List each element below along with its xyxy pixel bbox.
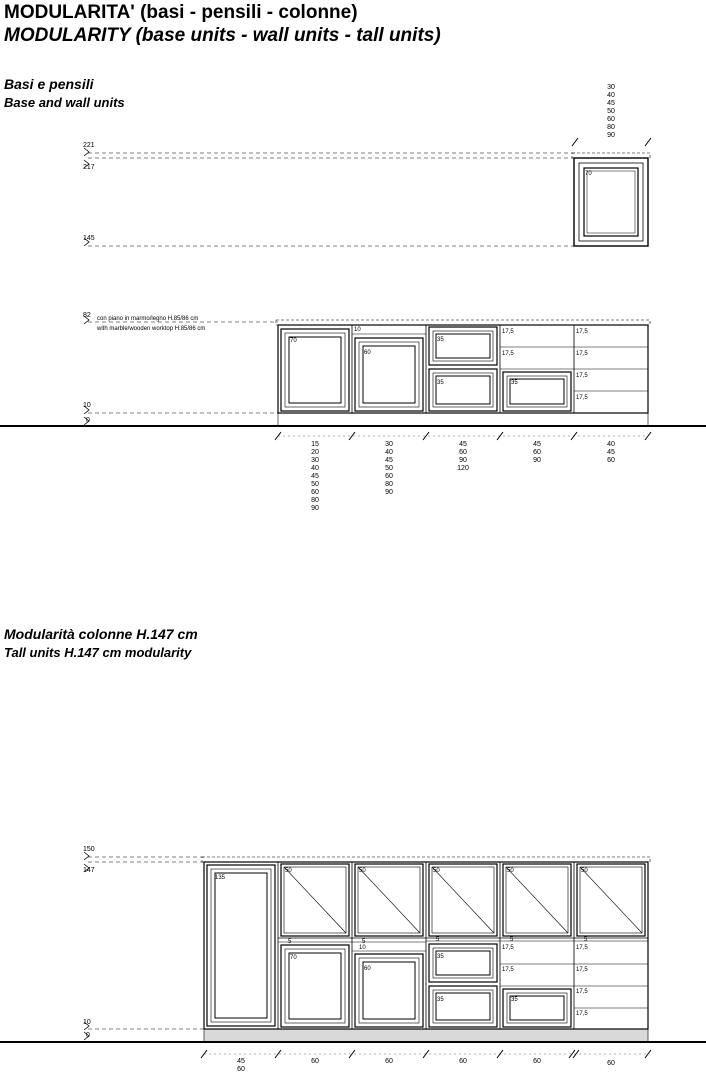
width-label: 40 bbox=[311, 465, 319, 472]
width-label: 45 bbox=[607, 449, 615, 456]
level-10: 10 bbox=[83, 402, 91, 409]
plinth bbox=[204, 1029, 648, 1042]
drawer-height: 35 bbox=[437, 337, 444, 343]
level-147: 147 bbox=[83, 867, 95, 874]
level-221: 221 bbox=[83, 142, 95, 149]
page-subtitle: MODULARITY (base units - wall units - tall units) bbox=[4, 25, 441, 46]
drawer-height: 17,5 bbox=[576, 373, 588, 379]
drawer-height: 35 bbox=[511, 380, 518, 386]
width-label: 15 bbox=[311, 441, 319, 448]
s1-level-markers bbox=[84, 148, 89, 425]
width-label: 120 bbox=[457, 465, 469, 472]
wall-width: 60 bbox=[607, 116, 615, 123]
wall-width: 50 bbox=[607, 108, 615, 115]
door-height: 70 bbox=[290, 338, 297, 344]
drawer-height: 17,5 bbox=[502, 967, 514, 973]
section2-title: Modularità colonne H.147 cm bbox=[4, 626, 198, 642]
width-label: 50 bbox=[311, 481, 319, 488]
width-label: 45 bbox=[311, 473, 319, 480]
drawer-height: 17,5 bbox=[502, 329, 514, 335]
gap-height: 5 bbox=[288, 939, 292, 945]
width-label: 30 bbox=[385, 441, 393, 448]
worktop-note-it: con piano in marmo/legno H.85/86 cm bbox=[97, 316, 199, 322]
drawer-height: 35 bbox=[437, 380, 444, 386]
drawer-height: 17,5 bbox=[576, 989, 588, 995]
drawer-height: 17,5 bbox=[576, 329, 588, 335]
wall-door-height: 70 bbox=[585, 171, 592, 177]
section1-title: Basi e pensili bbox=[4, 76, 94, 92]
glass-door-height: 50 bbox=[507, 868, 514, 874]
wall-top-ticks bbox=[572, 138, 651, 146]
page-title: MODULARITA' (basi - pensili - colonne) bbox=[4, 2, 358, 23]
drawer-height: 17,5 bbox=[576, 395, 588, 401]
level-0: 0 bbox=[86, 417, 90, 424]
section2-subtitle: Tall units H.147 cm modularity bbox=[4, 645, 192, 660]
width-label: 60 bbox=[607, 1060, 615, 1067]
gap-height: 5 bbox=[584, 937, 588, 943]
drawer-height: 17,5 bbox=[576, 351, 588, 357]
wall-width: 30 bbox=[607, 84, 615, 91]
door-height: 70 bbox=[290, 955, 297, 961]
width-label: 80 bbox=[311, 497, 319, 504]
s1-width-labels bbox=[311, 441, 615, 512]
base-units bbox=[276, 320, 650, 426]
level-82: 82 bbox=[83, 312, 91, 319]
width-label: 45 bbox=[533, 441, 541, 448]
width-label: 90 bbox=[385, 489, 393, 496]
width-label: 60 bbox=[237, 1066, 245, 1073]
level-10: 10 bbox=[83, 1019, 91, 1026]
drawer-height: 17,5 bbox=[576, 1011, 588, 1017]
wall-width: 90 bbox=[607, 132, 615, 139]
level-217: 217 bbox=[83, 164, 95, 171]
width-label: 60 bbox=[459, 1058, 467, 1065]
width-label: 45 bbox=[385, 457, 393, 464]
width-label: 90 bbox=[533, 457, 541, 464]
glass-door-height: 50 bbox=[581, 868, 588, 874]
drawer-height: 35 bbox=[511, 997, 518, 1003]
door-height: 60 bbox=[364, 966, 371, 972]
wall-width: 40 bbox=[607, 92, 615, 99]
drawer-height: 17,5 bbox=[502, 945, 514, 951]
drawer-height: 35 bbox=[437, 997, 444, 1003]
width-label: 60 bbox=[385, 1058, 393, 1065]
wall-unit bbox=[572, 153, 650, 246]
drawer-height: 17,5 bbox=[576, 967, 588, 973]
gap-height: 5 bbox=[436, 937, 440, 943]
worktop-note-en: with marble/wooden worktop H.85/86 cm bbox=[97, 326, 206, 332]
s2-level-lines bbox=[88, 857, 204, 1029]
width-label: 60 bbox=[311, 1058, 319, 1065]
width-label: 60 bbox=[385, 473, 393, 480]
width-label: 40 bbox=[607, 441, 615, 448]
level-150: 150 bbox=[83, 846, 95, 853]
gap-height: 10 bbox=[359, 945, 366, 951]
width-label: 60 bbox=[311, 489, 319, 496]
width-label: 60 bbox=[533, 449, 541, 456]
wall-width: 45 bbox=[607, 100, 615, 107]
s1-width-ticks bbox=[275, 432, 651, 440]
width-label: 90 bbox=[311, 505, 319, 512]
level-0: 0 bbox=[86, 1032, 90, 1039]
width-label: 60 bbox=[459, 449, 467, 456]
door-height: 60 bbox=[364, 350, 371, 356]
width-label: 50 bbox=[385, 465, 393, 472]
s2-width-ticks bbox=[201, 1050, 651, 1058]
width-label: 45 bbox=[237, 1058, 245, 1065]
width-label: 40 bbox=[385, 449, 393, 456]
wall-width: 80 bbox=[607, 124, 615, 131]
width-label: 60 bbox=[533, 1058, 541, 1065]
glass-door-height: 50 bbox=[433, 868, 440, 874]
tall-door-height: 135 bbox=[215, 875, 226, 881]
width-label: 20 bbox=[311, 449, 319, 456]
top-height: 10 bbox=[354, 327, 361, 333]
glass-door-height: 50 bbox=[359, 868, 366, 874]
width-label: 30 bbox=[311, 457, 319, 464]
drawer-height: 17,5 bbox=[576, 945, 588, 951]
drawer-height: 17,5 bbox=[502, 351, 514, 357]
glass-door-height: 50 bbox=[285, 868, 292, 874]
width-label: 80 bbox=[385, 481, 393, 488]
wall-widths bbox=[607, 84, 615, 139]
width-label: 90 bbox=[459, 457, 467, 464]
drawer-height: 35 bbox=[437, 954, 444, 960]
tall-units bbox=[202, 857, 650, 1029]
gap-height: 5 bbox=[362, 939, 366, 945]
gap-height: 5 bbox=[510, 937, 514, 943]
width-label: 60 bbox=[607, 457, 615, 464]
s2-level-markers bbox=[84, 852, 89, 1040]
s2-width-labels bbox=[237, 1058, 615, 1073]
width-label: 45 bbox=[459, 441, 467, 448]
section1-subtitle: Base and wall units bbox=[4, 95, 125, 110]
level-145: 145 bbox=[83, 235, 95, 242]
